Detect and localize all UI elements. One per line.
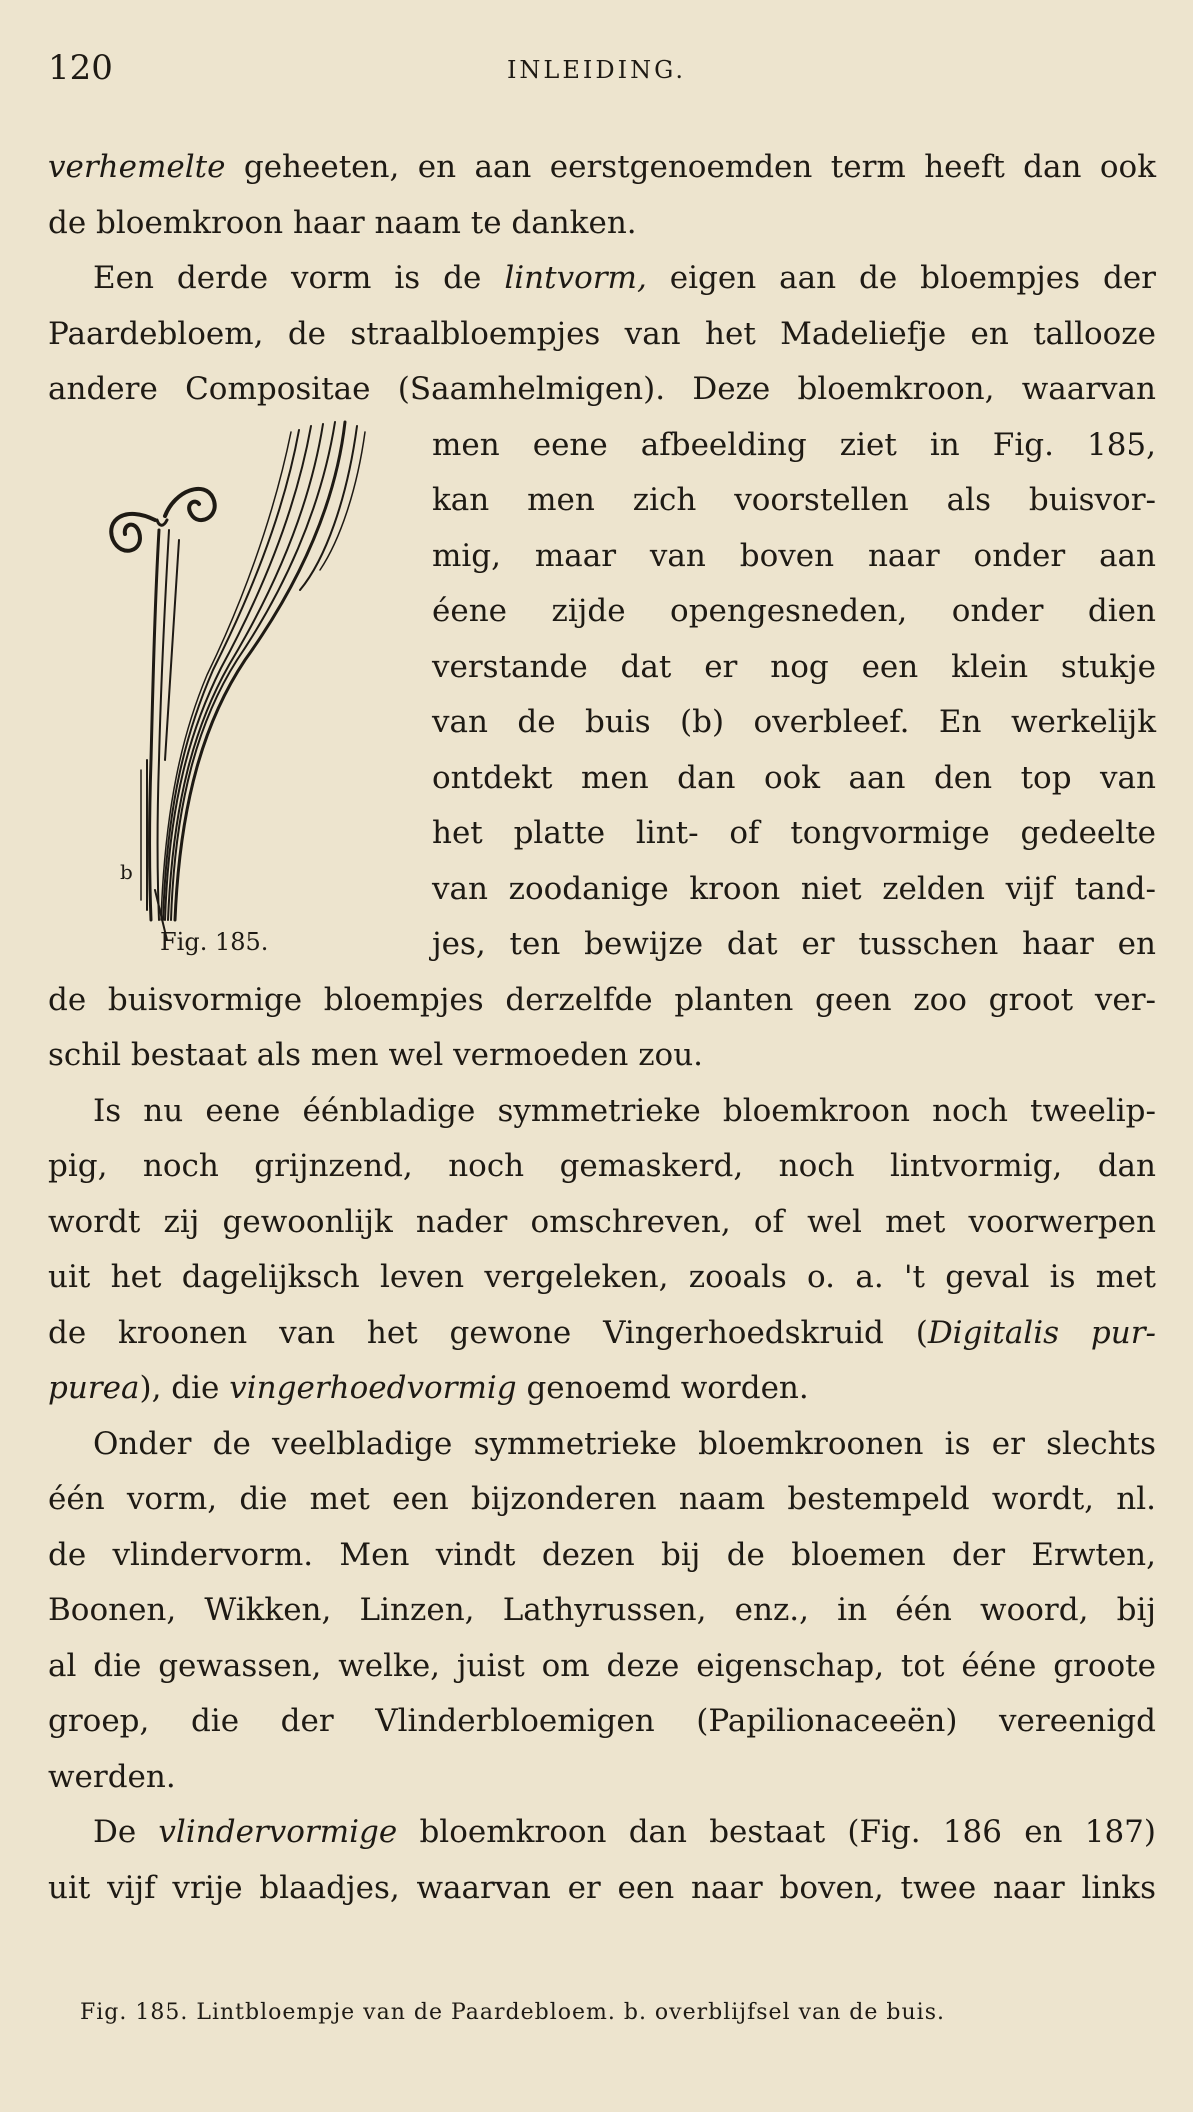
text-line: Paardebloem, de straalbloempjes van het Madeliefje en tallooze (48, 315, 1156, 352)
text-line: Is nu eene éénbladige symmetrieke bloemkroon noch tweelip- (93, 1092, 1156, 1129)
page-header (48, 48, 1145, 88)
text-line: uit vijf vrije blaadjes, waarvan er een naar boven, twee naar links (48, 1869, 1156, 1906)
page-number: 120 (48, 48, 113, 88)
text-line: de buisvormige bloempjes derzelfde planten geen zoo groot ver- (48, 981, 1156, 1018)
text-line: jes, ten bewijze dat er tusschen haar en (432, 926, 1156, 962)
text-line: schil bestaat als men wel vermoeden zou. (48, 1037, 704, 1073)
text-line: pig, noch grijnzend, noch gemaskerd, noch lintvormig, dan (48, 1148, 1156, 1184)
running-head: INLEIDING. (506, 56, 687, 84)
text-line: verhemelte geheeten, en aan eerstgenoemden term heeft dan ook (48, 149, 1156, 185)
text-line: de bloemkroon haar naam te danken. (48, 204, 637, 241)
text-line: verstande dat er nog een klein stukje (432, 648, 1156, 685)
text-line: al die gewassen, welke, juist om deze eigenschap, tot ééne groote (48, 1647, 1156, 1684)
text-line: purea), die vingerhoedvormig genoemd worden. (48, 1370, 809, 1406)
text-line: van zoodanige kroon niet zelden vijf tand- (432, 870, 1156, 907)
body-text (48, 140, 1156, 1916)
figure-caption-label: Fig. 185. (160, 928, 269, 956)
footnote: Fig. 185. Lintbloempje van de Paardebloem. b. overblijfsel van de buis. (80, 2000, 945, 2025)
text-line: werden. (48, 1758, 176, 1795)
text-line: de vlindervorm. Men vindt dezen bij de bloemen der Erwten, (48, 1536, 1156, 1573)
text-line: Boonen, Wikken, Linzen, Lathyrussen, enz., in één woord, bij (48, 1592, 1156, 1628)
text-line: mig, maar van boven naar onder aan (432, 537, 1156, 574)
text-line: andere Compositae (Saamhelmigen). Deze bloemkroon, waarvan (48, 371, 1156, 407)
text-line: Onder de veelbladige symmetrieke bloemkroonen is er slechts (93, 1425, 1156, 1462)
text-line: men eene afbeelding ziet in Fig. 185, (432, 426, 1156, 463)
text-line: kan men zich voorstellen als buisvor- (432, 482, 1156, 518)
text-line: uit het dagelijksch leven vergeleken, zooals o. a. 't geval is met (48, 1259, 1156, 1295)
text-line: wordt zij gewoonlijk nader omschreven, of wel met voorwerpen (48, 1203, 1156, 1240)
text-line: van de buis (b) overbleef. En werkelijk (432, 704, 1156, 740)
text-line: De vlindervormige bloemkroon dan bestaat (Fig. 186 en 187) (93, 1814, 1156, 1850)
text-line: Een derde vorm is de lintvorm, eigen aan de bloempjes der (93, 260, 1156, 296)
text-line: het platte lint- of tongvormige gedeelte (432, 815, 1156, 851)
text-line: één vorm, die met een bijzonderen naam bestempeld wordt, nl. (48, 1481, 1156, 1517)
text-line: éene zijde opengesneden, onder dien (432, 593, 1156, 629)
text-line: ontdekt men dan ook aan den top van (432, 759, 1156, 796)
figure-label-b: b (120, 860, 133, 884)
text-line: de kroonen van het gewone Vingerhoedskruid (Digitalis pur- (48, 1314, 1156, 1351)
text-line: groep, die der Vlinderbloemigen (Papilionaceeën) vereenigd (48, 1703, 1156, 1739)
